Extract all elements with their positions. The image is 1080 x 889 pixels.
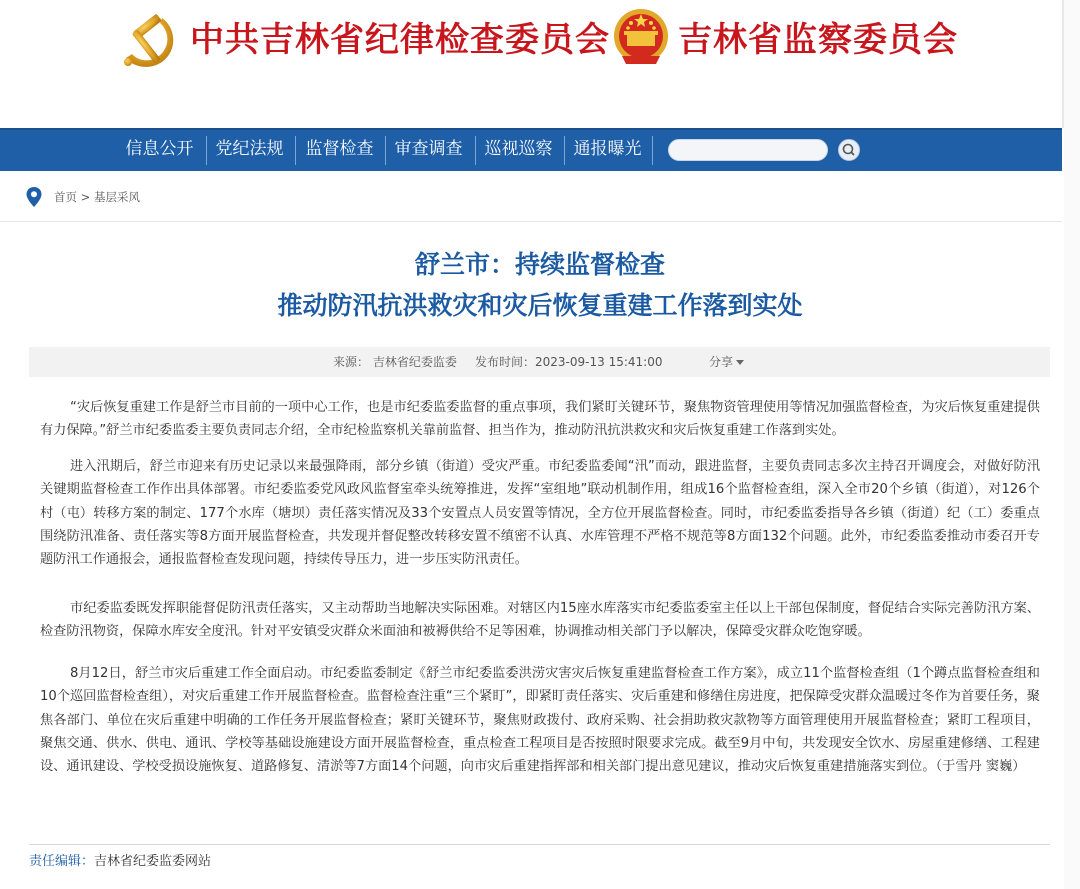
source-value: 吉林省纪委监委: [372, 355, 457, 369]
nav-divider: [652, 136, 653, 165]
editor-label: 责任编辑：: [29, 854, 95, 869]
source-info: 来源： 吉林省纪委监委: [333, 355, 457, 369]
breadcrumb-home[interactable]: 首页: [54, 190, 77, 204]
nav-item-supervision[interactable]: 监督检查: [305, 139, 374, 159]
nav-item-investigation[interactable]: 审查调查: [394, 139, 463, 159]
search-icon: [839, 140, 859, 160]
site-header: [0, 0, 1064, 128]
party-emblem-icon: [118, 10, 180, 72]
nav-item-inspection[interactable]: 巡视巡察: [484, 139, 553, 159]
main-nav: [0, 128, 1062, 171]
nav-item-info-disclosure[interactable]: 信息公开: [125, 139, 194, 159]
chevron-down-icon: [735, 358, 745, 366]
article-meta: [29, 347, 1050, 377]
location-pin-icon: [25, 186, 43, 208]
search-button[interactable]: [838, 139, 860, 161]
breadcrumb-current[interactable]: 基层采风: [93, 190, 140, 204]
article-paragraph: 进入汛期后，舒兰市迎来有历史记录以来最强降雨，部分乡镇（街道）受灾严重。市纪委监委闻“汛”而动，跟进监督，主要负责同志多次主持召开调度会，对做好防汛关键期监督检查工作作出具体部署。市纪委监委党风政风监督室牵头统筹推进，发挥“室组地”联动机制作用，组成16个监督检查组，深入全市20个乡镇（街道），对126个村（屯）转移方案的制定、177个水库（塘坝）责任落实情况及33个安置点人员安置等情况，全方位开展监督检查。同时，市纪委监委指导各乡镇（街道）纪（工）委重点围绕防汛准备、责任落实等8方面开展监督检查，共发现并督促整改转移安置不缜密不认真、水库管理不严格不规范等8方面132个问题。此外，市纪委监委推动市委召开专题防汛工作通报会，通报监督检查发现问题，持续传导压力，进一步压实防汛责任。: [40, 459, 1040, 568]
page-gutter: [1064, 0, 1080, 889]
nav-item-party-rules[interactable]: 党纪法规: [215, 139, 284, 159]
editor-value: 吉林省纪委监委网站: [94, 854, 212, 869]
divider: [0, 221, 1062, 222]
search-input[interactable]: [668, 139, 828, 161]
article-paragraph: 市纪委监委既发挥职能督促防汛责任落实，又主动帮助当地解决实际困难。对辖区内15座水库落实市纪委监委室主任以上干部包保制度，督促结合实际完善防汛方案、检查防汛物资，保障水库安全度汛。针对平安镇受灾群众米面油和被褥供给不足等困难，协调推动相关部门予以解决，保障受灾群众吃饱穿暖。: [40, 601, 1040, 640]
article-paragraph: “灾后恢复重建工作是舒兰市目前的一项中心工作，也是市纪委监委监督的重点事项，我们紧盯关键环节，聚焦物资管理使用等情况加强监督检查，为灾后恢复重建提供有力保障。”舒兰市纪委监委主要负责同志介绍，全市纪检监察机关靠前监督、担当作为，推动防汛抗洪救灾和灾后恢复重建工作落到实处。: [40, 400, 1040, 439]
article-title-line2: 推动防汛抗洪救灾和灾后恢复重建工作落到实处: [277, 291, 803, 320]
article-title-line1: 舒兰市：持续监督检查: [414, 250, 665, 279]
nav-item-exposure[interactable]: 通报曝光: [573, 139, 642, 159]
publish-time-value: 2023-09-13 15:41:00: [535, 355, 663, 369]
org-name-ccdi: 中共吉林省纪律检查委员会: [190, 20, 610, 60]
breadcrumb-trail: [54, 186, 140, 208]
share-button[interactable]: 分享: [709, 347, 745, 377]
org-name-supervision: 吉林省监察委员会: [678, 20, 958, 60]
divider: [29, 844, 1050, 845]
breadcrumb-separator: >: [80, 190, 91, 204]
article-paragraph: 8月12日，舒兰市灾后重建工作全面启动。市纪委监委制定《舒兰市纪委监委洪涝灾害灾后恢复重建监督检查工作方案》，成立11个监督检查组（1个蹲点监督检查组和10个巡回监督检查组），对灾后重建工作开展监督检查。监督检查注重“三个紧盯”，即紧盯责任落实、灾后重建和修缮住房进度，把保障受灾群众温暖过冬作为首要任务，聚焦各部门、单位在灾后重建中明确的工作任务开展监督检查；紧盯关键环节，聚焦财政拨付、政府采购、社会捐助救灾款物等方面管理使用开展监督检查；紧盯工程项目，聚焦交通、供水、供电、通讯、学校等基础设施建设方面开展监督检查，重点检查工程项目是否按照时限要求完成。截至9月中旬，共发现安全饮水、房屋重建修缮、工程建设、通讯建设、学校受损设施恢复、道路修复、清淤等7方面14个问题，向市灾后重建指挥部和相关部门提出意见建议，推动灾后恢复重建措施落实到位。（于雪丹 窦巍）: [40, 666, 1040, 775]
responsible-editor: [29, 851, 211, 873]
publish-time: 发布时间：2023-09-13 15:41:00: [475, 355, 663, 369]
national-emblem-icon: [612, 6, 670, 70]
